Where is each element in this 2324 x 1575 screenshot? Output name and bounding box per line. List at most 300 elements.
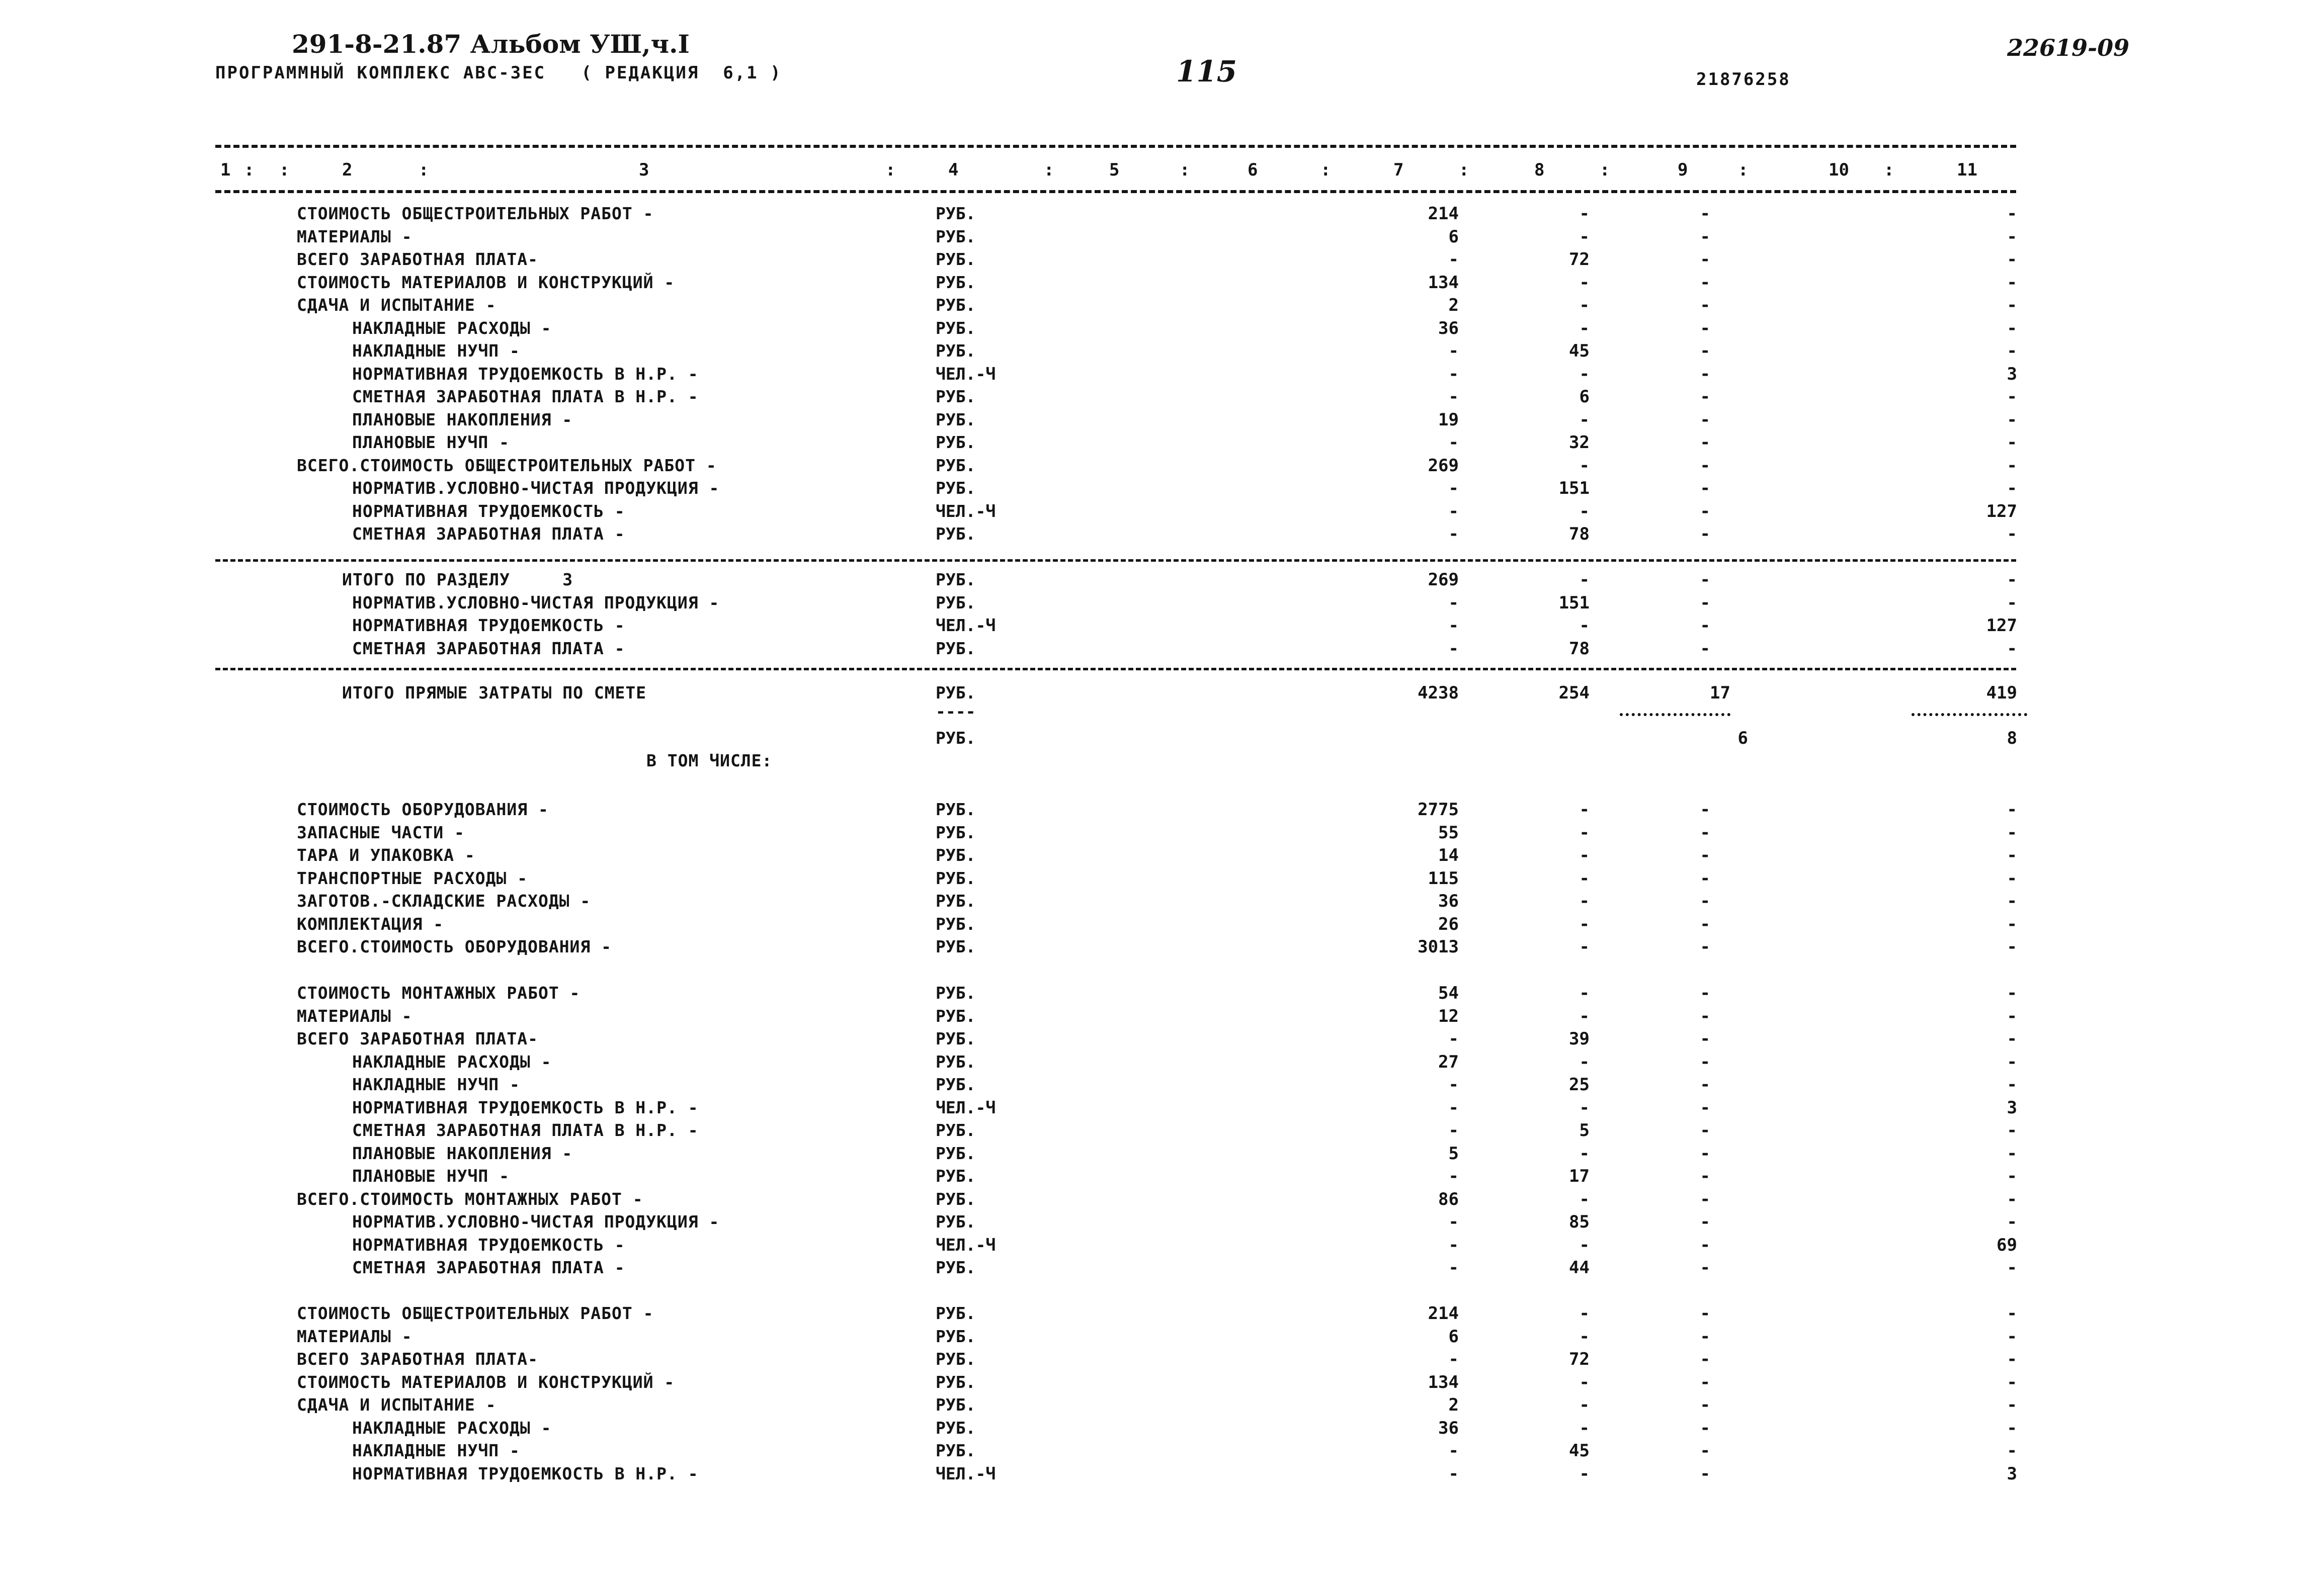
row-value-col8: 151 xyxy=(1558,592,1590,613)
document-reference: 291-8-21.87 Альбом УШ,ч.I xyxy=(292,29,690,59)
table-row xyxy=(0,1464,2324,1487)
row-value-col9: - xyxy=(1700,1143,1710,1164)
page-number: 115 xyxy=(1176,54,1237,89)
row-value-col8: 6 xyxy=(1579,387,1590,407)
row-value-col8: - xyxy=(1579,1097,1590,1118)
row-value-col11: - xyxy=(2007,1075,2017,1095)
table-row xyxy=(0,1189,2324,1212)
row-value-col8: - xyxy=(1579,891,1590,911)
row-value-col11: - xyxy=(2007,1372,2017,1392)
row-value-col11: 3 xyxy=(2007,364,2017,384)
row-unit: РУБ. xyxy=(936,1395,976,1415)
row-value-col9: - xyxy=(1700,432,1710,453)
totals-col11-sub: 8 xyxy=(2007,728,2017,748)
row-unit: РУБ. xyxy=(936,914,976,934)
row-unit: РУБ. xyxy=(936,937,976,956)
row-label: СМЕТНАЯ ЗАРАБОТНАЯ ПЛАТА В Н.Р. - xyxy=(352,1120,699,1140)
row-value-col11: - xyxy=(2007,592,2017,613)
totals-unit-underline: ---- xyxy=(936,702,976,721)
row-value-col8: - xyxy=(1579,1463,1590,1484)
row-value-col11: - xyxy=(2007,1441,2017,1461)
row-value-col9: - xyxy=(1700,800,1710,820)
row-value-col9: - xyxy=(1700,295,1710,315)
row-value-col7: - xyxy=(1448,1441,1459,1461)
row-label: СТОИМОСТЬ ОБЩЕСТРОИТЕЛЬНЫХ РАБОТ - xyxy=(297,204,654,223)
row-value-col11: 3 xyxy=(2007,1097,2017,1118)
row-value-col7: - xyxy=(1448,1212,1459,1232)
row-value-col7: 36 xyxy=(1438,318,1459,338)
column-separator: : xyxy=(1738,160,1749,180)
table-row xyxy=(0,1075,2324,1098)
row-value-col11: - xyxy=(2007,1418,2017,1438)
row-value-col8: - xyxy=(1579,455,1590,476)
row-value-col8: - xyxy=(1579,983,1590,1003)
row-unit: ЧЕЛ.-Ч xyxy=(936,501,996,521)
row-unit: ЧЕЛ.-Ч xyxy=(936,616,996,635)
row-value-col8: - xyxy=(1579,501,1590,521)
row-label: НОРМАТИВ.УСЛОВНО-ЧИСТАЯ ПРОДУКЦИЯ - xyxy=(352,1212,720,1232)
row-value-col8: - xyxy=(1579,226,1590,247)
row-value-col9: - xyxy=(1700,524,1710,544)
row-label: ЗАГОТОВ.-СКЛАДСКИЕ РАСХОДЫ - xyxy=(297,891,591,911)
row-label: НАКЛАДНЫЕ НУЧП - xyxy=(352,1075,520,1094)
row-value-col9: - xyxy=(1700,1235,1710,1255)
row-value-col11: - xyxy=(2007,409,2017,430)
table-row xyxy=(0,1166,2324,1189)
row-value-col7: 134 xyxy=(1428,272,1459,293)
row-value-col8: - xyxy=(1579,845,1590,865)
table-row xyxy=(0,983,2324,1006)
row-label: МАТЕРИАЛЫ - xyxy=(297,226,412,246)
row-value-col8: - xyxy=(1579,204,1590,224)
subtotal-rule xyxy=(1912,713,2027,716)
table-row xyxy=(0,800,2324,823)
row-value-col7: - xyxy=(1448,1166,1459,1186)
row-unit: РУБ. xyxy=(936,1143,976,1163)
table-row xyxy=(0,364,2324,387)
row-label: ПЛАНОВЫЕ НАКОПЛЕНИЯ - xyxy=(352,1143,573,1163)
row-value-col7: 214 xyxy=(1428,204,1459,224)
totals-unit-2: РУБ. xyxy=(936,728,976,748)
table-row xyxy=(0,1327,2324,1350)
row-value-col9: - xyxy=(1700,409,1710,430)
table-row xyxy=(0,1349,2324,1372)
row-unit: РУБ. xyxy=(936,249,976,269)
table-row xyxy=(0,1235,2324,1258)
row-value-col8: - xyxy=(1579,914,1590,934)
row-label: НОРМАТИВНАЯ ТРУДОЕМКОСТЬ - xyxy=(352,501,625,521)
column-separator: : xyxy=(244,160,255,180)
row-value-col9: - xyxy=(1700,592,1710,613)
row-value-col8: 39 xyxy=(1569,1029,1590,1049)
row-unit: РУБ. xyxy=(936,204,976,223)
row-value-col8: - xyxy=(1579,616,1590,636)
program-title: ПРОГРАММНЫЙ КОМПЛЕКС АВС-3ЕС ( РЕДАКЦИЯ 6,1 ) xyxy=(215,63,782,83)
row-value-col8: 32 xyxy=(1569,432,1590,453)
row-value-col11: - xyxy=(2007,937,2017,957)
totals-col11: 419 xyxy=(1986,683,2017,703)
row-label: СМЕТНАЯ ЗАРАБОТНАЯ ПЛАТА - xyxy=(352,638,625,658)
row-value-col7: - xyxy=(1448,1075,1459,1095)
row-value-col7: 2 xyxy=(1448,295,1459,315)
row-value-col11: - xyxy=(2007,1326,2017,1347)
row-label: НОРМАТИВНАЯ ТРУДОЕМКОСТЬ В Н.Р. - xyxy=(352,1463,699,1483)
row-value-col11: - xyxy=(2007,822,2017,843)
row-value-col9: - xyxy=(1700,1212,1710,1232)
table-row xyxy=(0,616,2324,639)
row-unit: РУБ. xyxy=(936,1326,976,1346)
row-value-col7: 26 xyxy=(1438,914,1459,934)
row-label: ВСЕГО ЗАРАБОТНАЯ ПЛАТА- xyxy=(297,249,538,269)
totals-col9-sub: 6 xyxy=(1737,728,1748,748)
row-value-col9: - xyxy=(1700,570,1710,590)
row-value-col9: - xyxy=(1700,478,1710,498)
row-value-col11: - xyxy=(2007,1189,2017,1209)
row-value-col11: - xyxy=(2007,638,2017,659)
row-label: СТОИМОСТЬ МАТЕРИАЛОВ И КОНСТРУКЦИЙ - xyxy=(297,272,675,292)
table-row xyxy=(0,478,2324,501)
row-unit: РУБ. xyxy=(936,1075,976,1094)
row-label: НОРМАТИВНАЯ ТРУДОЕМКОСТЬ В Н.Р. - xyxy=(352,364,699,384)
row-label: НАКЛАДНЫЕ НУЧП - xyxy=(352,341,520,361)
row-value-col7: - xyxy=(1448,638,1459,659)
row-value-col9: - xyxy=(1700,364,1710,384)
column-separator: : xyxy=(1320,160,1331,180)
row-value-col9: - xyxy=(1700,1075,1710,1095)
row-label: СМЕТНАЯ ЗАРАБОТНАЯ ПЛАТА - xyxy=(352,524,625,544)
row-label: ВСЕГО ЗАРАБОТНАЯ ПЛАТА- xyxy=(297,1349,538,1369)
column-separator: : xyxy=(1600,160,1610,180)
row-unit: РУБ. xyxy=(936,1349,976,1369)
column-header-7: 7 xyxy=(1393,160,1404,180)
column-header-10: 10 xyxy=(1829,160,1849,180)
row-value-col8: 85 xyxy=(1569,1212,1590,1232)
table-row xyxy=(0,295,2324,318)
row-label: ВСЕГО.СТОИМОСТЬ ОБЩЕСТРОИТЕЛЬНЫХ РАБОТ - xyxy=(297,455,717,475)
row-value-col8: - xyxy=(1579,868,1590,889)
table-row xyxy=(0,823,2324,846)
row-value-col8: 151 xyxy=(1558,478,1590,498)
row-value-col8: - xyxy=(1579,570,1590,590)
row-value-col7: 2 xyxy=(1448,1395,1459,1415)
row-unit: РУБ. xyxy=(936,1166,976,1186)
row-unit: ЧЕЛ.-Ч xyxy=(936,1235,996,1255)
row-unit: РУБ. xyxy=(936,1120,976,1140)
row-label: КОМПЛЕКТАЦИЯ - xyxy=(297,914,444,934)
row-unit: РУБ. xyxy=(936,1052,976,1072)
header-bottom-rule xyxy=(215,190,2016,193)
table-row xyxy=(0,570,2324,593)
row-unit: РУБ. xyxy=(936,1441,976,1460)
row-value-col11: 3 xyxy=(2007,1463,2017,1484)
row-value-col9: - xyxy=(1700,1463,1710,1484)
row-value-col8: - xyxy=(1579,295,1590,315)
row-value-col7: 14 xyxy=(1438,845,1459,865)
row-value-col9: - xyxy=(1700,387,1710,407)
row-value-col8: - xyxy=(1579,1303,1590,1324)
row-value-col7: 134 xyxy=(1428,1372,1459,1392)
row-value-col11: - xyxy=(2007,1212,2017,1232)
totals-label: ИТОГО ПРЯМЫЕ ЗАТРАТЫ ПО СМЕТЕ xyxy=(342,683,647,703)
row-value-col8: - xyxy=(1579,272,1590,293)
row-value-col11: - xyxy=(2007,295,2017,315)
column-separator: : xyxy=(419,160,429,180)
row-label: ВСЕГО ЗАРАБОТНАЯ ПЛАТА- xyxy=(297,1029,538,1048)
row-label: СТОИМОСТЬ МОНТАЖНЫХ РАБОТ - xyxy=(297,983,580,1003)
row-value-col7: - xyxy=(1448,432,1459,453)
row-unit: РУБ. xyxy=(936,432,976,452)
row-label: ПЛАНОВЫЕ НАКОПЛЕНИЯ - xyxy=(352,409,573,429)
row-value-col11: - xyxy=(2007,1120,2017,1141)
row-value-col9: - xyxy=(1700,1258,1710,1278)
row-label: ПЛАНОВЫЕ НУЧП - xyxy=(352,1166,510,1186)
row-label: ТРАНСПОРТНЫЕ РАСХОДЫ - xyxy=(297,868,528,888)
row-value-col7: - xyxy=(1448,501,1459,521)
row-label: НОРМАТИВ.УСЛОВНО-ЧИСТАЯ ПРОДУКЦИЯ - xyxy=(352,592,720,612)
row-value-col8: 5 xyxy=(1579,1120,1590,1141)
row-unit: РУБ. xyxy=(936,1189,976,1209)
subtotal-rule xyxy=(1620,713,1730,716)
row-value-col11: - xyxy=(2007,1395,2017,1415)
row-value-col8: - xyxy=(1579,1189,1590,1209)
column-separator: : xyxy=(885,160,896,180)
row-value-col7: - xyxy=(1448,364,1459,384)
table-row xyxy=(0,204,2324,227)
row-value-col8: - xyxy=(1579,800,1590,820)
column-header-11: 11 xyxy=(1957,160,1977,180)
row-label: СМЕТНАЯ ЗАРАБОТНАЯ ПЛАТА В Н.Р. - xyxy=(352,387,699,406)
row-label: НОРМАТИВНАЯ ТРУДОЕМКОСТЬ В Н.Р. - xyxy=(352,1097,699,1117)
row-value-col11: - xyxy=(2007,1258,2017,1278)
row-value-col9: - xyxy=(1700,226,1710,247)
row-value-col8: 45 xyxy=(1569,341,1590,361)
row-value-col7: - xyxy=(1448,1120,1459,1141)
row-value-col11: - xyxy=(2007,800,2017,820)
row-label: СТОИМОСТЬ МАТЕРИАЛОВ И КОНСТРУКЦИЙ - xyxy=(297,1372,675,1392)
row-value-col7: 2775 xyxy=(1418,800,1459,820)
row-value-col11: - xyxy=(2007,1052,2017,1072)
row-value-col9: - xyxy=(1700,1441,1710,1461)
row-value-col7: 54 xyxy=(1438,983,1459,1003)
row-value-col9: - xyxy=(1700,1097,1710,1118)
row-label: ВСЕГО.СТОИМОСТЬ ОБОРУДОВАНИЯ - xyxy=(297,937,612,956)
section-rule xyxy=(215,668,2016,670)
row-value-col11: - xyxy=(2007,318,2017,338)
row-unit: ЧЕЛ.-Ч xyxy=(936,1463,996,1483)
row-value-col7: 86 xyxy=(1438,1189,1459,1209)
row-value-col8: 72 xyxy=(1569,1349,1590,1369)
in-that-number-heading: В ТОМ ЧИСЛЕ: xyxy=(646,751,773,770)
table-row xyxy=(0,937,2324,960)
row-unit: РУБ. xyxy=(936,524,976,544)
row-unit: РУБ. xyxy=(936,1029,976,1048)
row-value-col11: - xyxy=(2007,272,2017,293)
row-value-col8: 72 xyxy=(1569,249,1590,270)
row-value-col9: - xyxy=(1700,1303,1710,1324)
table-row xyxy=(0,1212,2324,1235)
row-value-col7: 269 xyxy=(1428,455,1459,476)
row-value-col8: 17 xyxy=(1569,1166,1590,1186)
row-unit: РУБ. xyxy=(936,983,976,1003)
row-value-col7: 6 xyxy=(1448,226,1459,247)
row-value-col9: - xyxy=(1700,1006,1710,1026)
row-value-col9: - xyxy=(1700,1029,1710,1049)
row-value-col9: - xyxy=(1700,1166,1710,1186)
row-value-col7: - xyxy=(1448,1349,1459,1369)
row-value-col11: - xyxy=(2007,570,2017,590)
row-value-col8: - xyxy=(1579,1418,1590,1438)
column-header-1: 1 xyxy=(220,160,231,180)
row-value-col7: - xyxy=(1448,1097,1459,1118)
row-value-col7: - xyxy=(1448,1258,1459,1278)
row-value-col9: - xyxy=(1700,1418,1710,1438)
row-value-col9: - xyxy=(1700,341,1710,361)
table-row xyxy=(0,1303,2324,1327)
row-label: ЗАПАСНЫЕ ЧАСТИ - xyxy=(297,822,465,842)
row-value-col11: - xyxy=(2007,455,2017,476)
row-value-col9: - xyxy=(1700,249,1710,270)
column-separator: : xyxy=(1180,160,1190,180)
row-unit: РУБ. xyxy=(936,341,976,361)
row-value-col7: 115 xyxy=(1428,868,1459,889)
table-row xyxy=(0,1029,2324,1052)
row-value-col9: - xyxy=(1700,1120,1710,1141)
table-row xyxy=(0,891,2324,914)
row-value-col9: - xyxy=(1700,937,1710,957)
row-unit: РУБ. xyxy=(936,409,976,429)
table-row xyxy=(0,639,2324,662)
row-unit: РУБ. xyxy=(936,638,976,658)
row-label: НОРМАТИВ.УСЛОВНО-ЧИСТАЯ ПРОДУКЦИЯ - xyxy=(352,478,720,498)
totals-col7: 4238 xyxy=(1418,683,1459,703)
row-label: НАКЛАДНЫЕ РАСХОДЫ - xyxy=(352,318,552,338)
table-row xyxy=(0,387,2324,410)
row-value-col9: - xyxy=(1700,501,1710,521)
row-value-col9: - xyxy=(1700,822,1710,843)
row-value-col11: - xyxy=(2007,891,2017,911)
row-value-col9: - xyxy=(1700,1189,1710,1209)
column-separator: : xyxy=(279,160,290,180)
document-code: 21876258 xyxy=(1696,69,1791,90)
totals-col8: 254 xyxy=(1558,683,1590,703)
row-label: СТОИМОСТЬ ОБОРУДОВАНИЯ - xyxy=(297,800,549,819)
row-value-col11: - xyxy=(2007,1029,2017,1049)
row-value-col7: 12 xyxy=(1438,1006,1459,1026)
table-row xyxy=(0,1006,2324,1029)
row-value-col11: - xyxy=(2007,1166,2017,1186)
row-unit: РУБ. xyxy=(936,1212,976,1232)
archive-stamp: 22619-09 xyxy=(2007,34,2130,61)
row-value-col11: 127 xyxy=(1986,501,2017,521)
table-row xyxy=(0,318,2324,341)
row-value-col11: 127 xyxy=(1986,616,2017,636)
row-unit: РУБ. xyxy=(936,455,976,475)
row-value-col11: - xyxy=(2007,1303,2017,1324)
row-value-col11: - xyxy=(2007,204,2017,224)
row-value-col11: - xyxy=(2007,983,2017,1003)
row-value-col8: - xyxy=(1579,1326,1590,1347)
row-unit: РУБ. xyxy=(936,1303,976,1323)
table-row xyxy=(0,593,2324,616)
row-value-col7: - xyxy=(1448,1235,1459,1255)
row-label: СДАЧА И ИСПЫТАНИЕ - xyxy=(297,295,496,315)
table-row xyxy=(0,1120,2324,1144)
row-label: НОРМАТИВНАЯ ТРУДОЕМКОСТЬ - xyxy=(352,1235,625,1255)
row-value-col7: - xyxy=(1448,249,1459,270)
row-unit: ЧЕЛ.-Ч xyxy=(936,364,996,384)
row-value-col8: - xyxy=(1579,1006,1590,1026)
row-value-col11: - xyxy=(2007,1349,2017,1369)
row-label: СМЕТНАЯ ЗАРАБОТНАЯ ПЛАТА - xyxy=(352,1258,625,1277)
row-value-col9: - xyxy=(1700,1395,1710,1415)
row-value-col8: - xyxy=(1579,409,1590,430)
table-row xyxy=(0,868,2324,892)
row-unit: РУБ. xyxy=(936,1258,976,1277)
row-unit: РУБ. xyxy=(936,891,976,911)
row-label: ВСЕГО.СТОИМОСТЬ МОНТАЖНЫХ РАБОТ - xyxy=(297,1189,643,1209)
row-value-col9: - xyxy=(1700,272,1710,293)
table-row xyxy=(0,1395,2324,1418)
row-value-col11: - xyxy=(2007,387,2017,407)
row-unit: РУБ. xyxy=(936,226,976,246)
row-value-col7: 6 xyxy=(1448,1326,1459,1347)
table-row xyxy=(0,1418,2324,1441)
row-unit: РУБ. xyxy=(936,845,976,865)
row-value-col9: - xyxy=(1700,318,1710,338)
row-unit: РУБ. xyxy=(936,800,976,819)
column-header-5: 5 xyxy=(1109,160,1120,180)
row-value-col9: - xyxy=(1700,914,1710,934)
section-rule xyxy=(215,559,2016,562)
column-header-8: 8 xyxy=(1534,160,1545,180)
row-value-col9: - xyxy=(1700,1326,1710,1347)
column-header-4: 4 xyxy=(948,160,959,180)
column-header-2: 2 xyxy=(342,160,353,180)
table-row xyxy=(0,1372,2324,1395)
row-label: ИТОГО ПО РАЗДЕЛУ 3 xyxy=(342,570,573,589)
row-value-col8: 45 xyxy=(1569,1441,1590,1461)
table-row xyxy=(0,1258,2324,1281)
row-value-col7: - xyxy=(1448,524,1459,544)
row-value-col7: - xyxy=(1448,1029,1459,1049)
table-row xyxy=(0,845,2324,868)
row-label: НАКЛАДНЫЕ РАСХОДЫ - xyxy=(352,1052,552,1072)
row-value-col7: 19 xyxy=(1438,409,1459,430)
row-value-col8: - xyxy=(1579,1052,1590,1072)
row-value-col7: 3013 xyxy=(1418,937,1459,957)
row-value-col7: 269 xyxy=(1428,570,1459,590)
table-row xyxy=(0,249,2324,273)
row-value-col11: - xyxy=(2007,478,2017,498)
table-row xyxy=(0,273,2324,296)
row-value-col9: - xyxy=(1700,1349,1710,1369)
row-value-col7: - xyxy=(1448,478,1459,498)
row-unit: РУБ. xyxy=(936,1006,976,1026)
row-value-col11: - xyxy=(2007,432,2017,453)
row-value-col8: 78 xyxy=(1569,524,1590,544)
column-header-9: 9 xyxy=(1678,160,1688,180)
row-value-col7: 36 xyxy=(1438,891,1459,911)
row-unit: РУБ. xyxy=(936,822,976,842)
row-value-col8: - xyxy=(1579,937,1590,957)
row-value-col11: - xyxy=(2007,1006,2017,1026)
row-unit: РУБ. xyxy=(936,1418,976,1438)
row-value-col9: - xyxy=(1700,891,1710,911)
row-value-col7: - xyxy=(1448,341,1459,361)
row-value-col8: 78 xyxy=(1569,638,1590,659)
row-value-col11: - xyxy=(2007,226,2017,247)
totals-unit: РУБ. xyxy=(936,683,976,703)
